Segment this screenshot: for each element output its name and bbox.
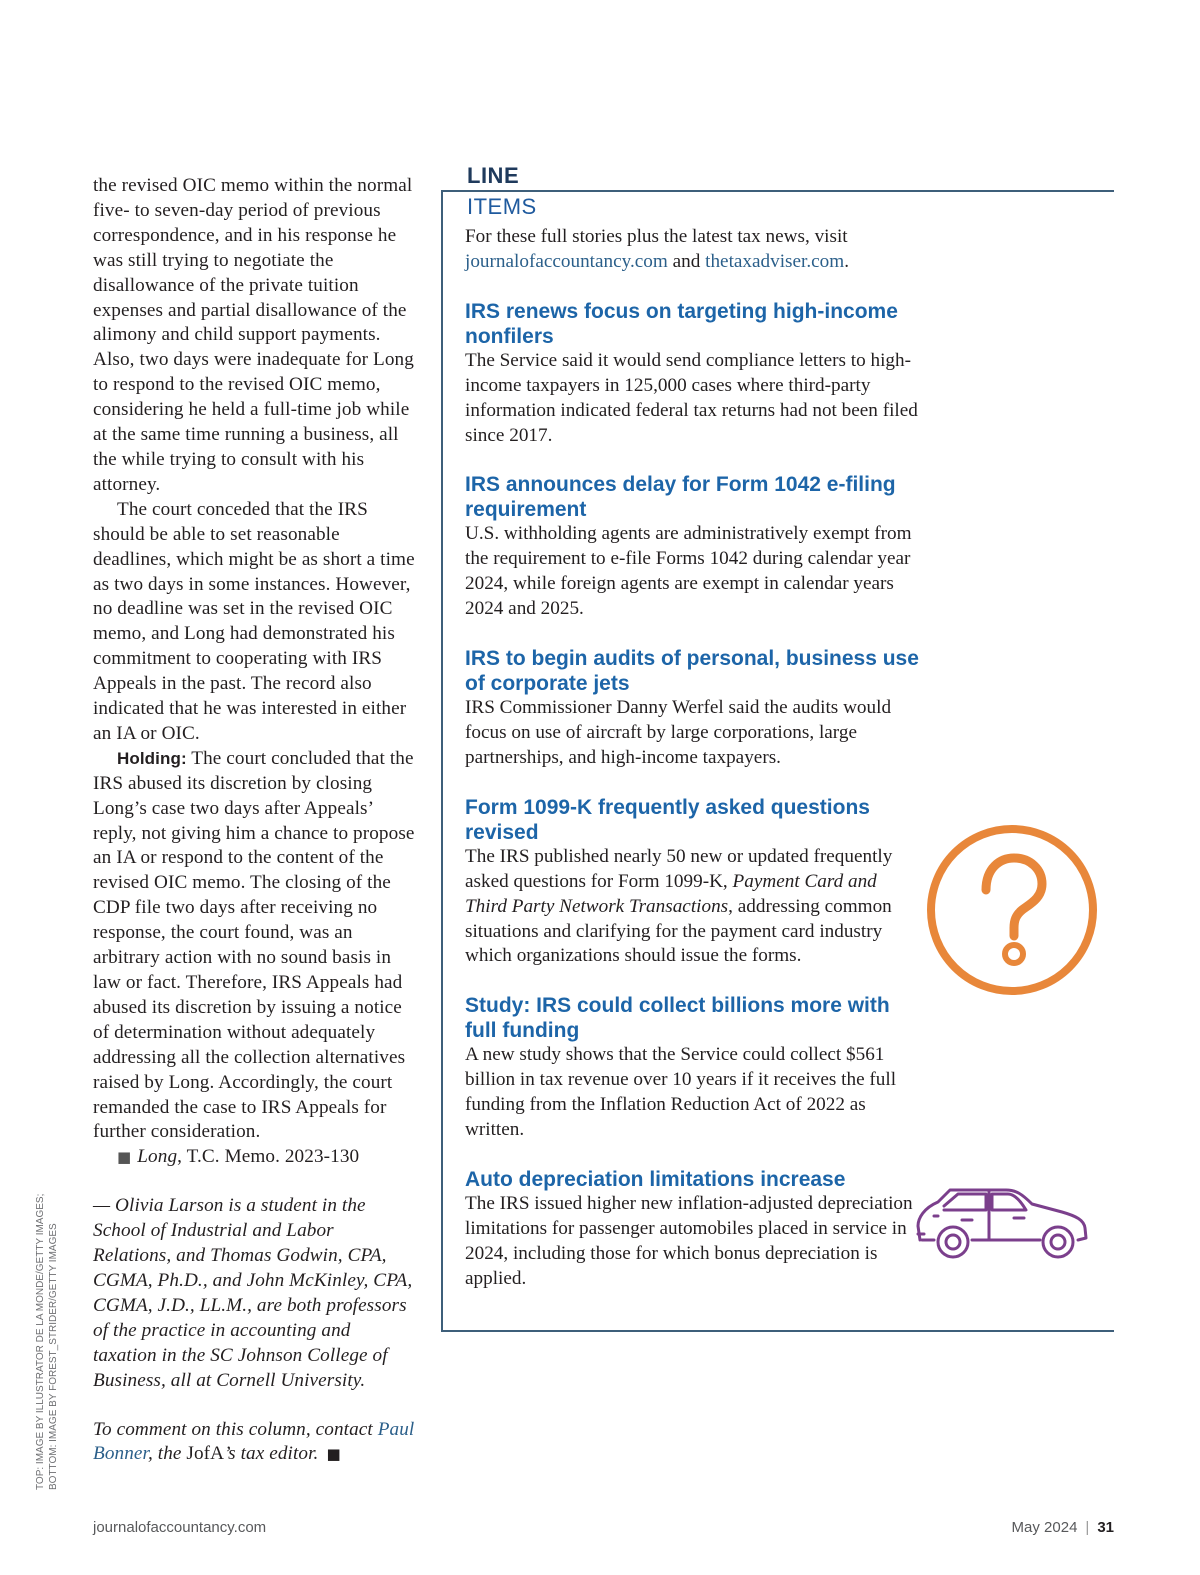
story-nonfilers	[465, 299, 920, 449]
paragraph-1: the revised OIC memo within the normal five- to seven-day period of previous correspondence, and in his response he was still trying to negotiate the disallowance of the private tuition expenses and partial disallowance of the alimony and child support payments. Also, two days were inadequate for Long to respond to the revised OIC memo, considering he held a full-time job while at the same time running a business, all the while trying to consult with his attorney.	[93, 175, 414, 495]
story-body-italic: Payment Card and Third Party Network Transactions	[465, 870, 877, 917]
story-corporate-jets	[465, 646, 920, 771]
story-body-prefix: The IRS published nearly 50 new or updated frequently asked questions for Form 1099-K,	[465, 845, 893, 892]
story-form-1099k	[465, 795, 920, 970]
line-items-intro	[465, 225, 920, 275]
story-title: Auto depreciation limitations increase	[465, 1167, 846, 1191]
intro-end: .	[844, 250, 849, 272]
footer-page-info	[1012, 1519, 1114, 1536]
footer-site: journalofaccountancy.com	[93, 1519, 267, 1536]
journal-link[interactable]: journalofaccountancy.com	[465, 250, 668, 272]
taxadviser-link[interactable]: thetaxadviser.com	[705, 250, 845, 272]
story-body: The Service said it would send compliance letters to high-income taxpayers in 125,000 cases where third-party information indicated federal tax returns had not been filed since 2017.	[465, 349, 918, 446]
story-body: IRS Commissioner Danny Werfel said the audits would focus on use of aircraft by large corporations, large partnerships, and high-income taxpayers.	[465, 697, 892, 768]
panel-top-rule	[441, 190, 1114, 192]
bullet-square-icon: ■	[117, 1148, 132, 1167]
footer-date: May 2024	[1011, 1519, 1078, 1536]
editor-link[interactable]: Paul Bonner	[93, 1418, 415, 1465]
publication-name: JofA	[186, 1443, 225, 1465]
section-title-line: LINE	[467, 163, 520, 188]
question-mark-circle-icon	[926, 824, 1098, 996]
line-items-panel	[465, 225, 920, 1292]
article-column	[93, 174, 415, 1467]
story-title: IRS announces delay for Form 1042 e-filing requirement	[465, 473, 896, 522]
story-body: A new study shows that the Service could collect $561 billion in tax revenue over 10 years if it receives the full funding from the Inflation Reduction Act of 2022 as written.	[465, 1044, 897, 1141]
holding-label: Holding:	[117, 748, 187, 768]
story-form-1042	[465, 472, 920, 622]
story-irs-funding	[465, 993, 920, 1143]
comment-prefix: To comment on this column, contact	[93, 1418, 378, 1440]
holding-text: The court concluded that the IRS abused its discretion by closing Long’s case two days after Appeals’ reply, not giving him a chance to propose an IA or respond to the content of the revised OIC memo. The closing of the CDP file two days after receiving no response, the court found, was an arbitrary action with no sound basis in law or fact. Therefore, IRS Appeals had abused its discretion by issuing a notice of determination without adequately addressing all the collection alternatives raised by Long. Accordingly, the court remanded the case to IRS Appeals for further consideration.	[93, 747, 415, 1143]
page-number: 31	[1097, 1519, 1114, 1536]
panel-left-rule	[441, 190, 443, 1332]
story-title: IRS to begin audits of personal, business use of corporate jets	[465, 647, 919, 696]
section-title-items: ITEMS	[467, 194, 537, 219]
case-citation	[93, 1145, 415, 1170]
citation-case-name: Long	[137, 1146, 178, 1168]
story-body	[465, 845, 920, 970]
story-body-suffix: , addressing common situations and clarifying for the payment card industry which organizations should issue the forms.	[465, 895, 892, 967]
intro-and: and	[667, 250, 706, 272]
story-title: Study: IRS could collect billions more with full funding	[465, 994, 890, 1043]
citation-reference: , T.C. Memo. 2023-130	[177, 1146, 360, 1168]
photo-credit	[34, 1190, 60, 1490]
story-body: U.S. withholding agents are administratively exempt from the requirement to e-file Forms 1042 during calendar year 2024, while foreign agents are exempt in calendar years 2024 and 2025.	[465, 523, 912, 620]
suv-car-icon	[914, 1186, 1090, 1260]
author-note: — Olivia Larson is a student in the School of Industrial and Labor Relations, and Thomas Godwin, CPA, CGMA, Ph.D., and John McKinley, CPA, CGMA, J.D., LL.M., are both professors of the practice in accounting and taxation in the SC Johnson College of Business, all at Cornell University.	[93, 1195, 413, 1391]
paragraph-2: The court conceded that the IRS should be able to set reasonable deadlines, which might be as short a time as two days in some instances. However, no deadline was set in the revised OIC memo, and Long had demonstrated his commitment to cooperating with IRS Appeals in the past. The record also indicated that he was interested in either an IA or OIC.	[93, 498, 415, 744]
photo-credit-line-2: BOTTOM: IMAGE BY FOREST_STRIDER/GETTY IMAGES	[48, 1223, 59, 1490]
end-mark-icon: ■	[326, 1445, 341, 1464]
story-auto-depreciation	[465, 1167, 920, 1292]
footer-separator: |	[1085, 1519, 1090, 1536]
comment-mid: , the	[147, 1443, 187, 1465]
story-body: The IRS issued higher new inflation-adjusted depreciation limitations for passenger automobiles placed in service in 2024, including those for which bonus depreciation is applied.	[465, 1192, 913, 1289]
holding-paragraph	[93, 747, 415, 1146]
comment-suffix: ’s tax editor.	[224, 1443, 319, 1465]
photo-credit-line-1: TOP: IMAGE BY ILLUSTRATOR DE LA MONDE/GETTY IMAGES;	[35, 1193, 46, 1490]
story-title: IRS renews focus on targeting high-income nonfilers	[465, 299, 898, 348]
intro-prefix: For these full stories plus the latest tax news, visit	[465, 226, 848, 247]
story-title: Form 1099-K frequently asked questions revised	[465, 795, 870, 844]
panel-bottom-rule	[441, 1330, 1114, 1332]
comment-note	[93, 1418, 415, 1468]
